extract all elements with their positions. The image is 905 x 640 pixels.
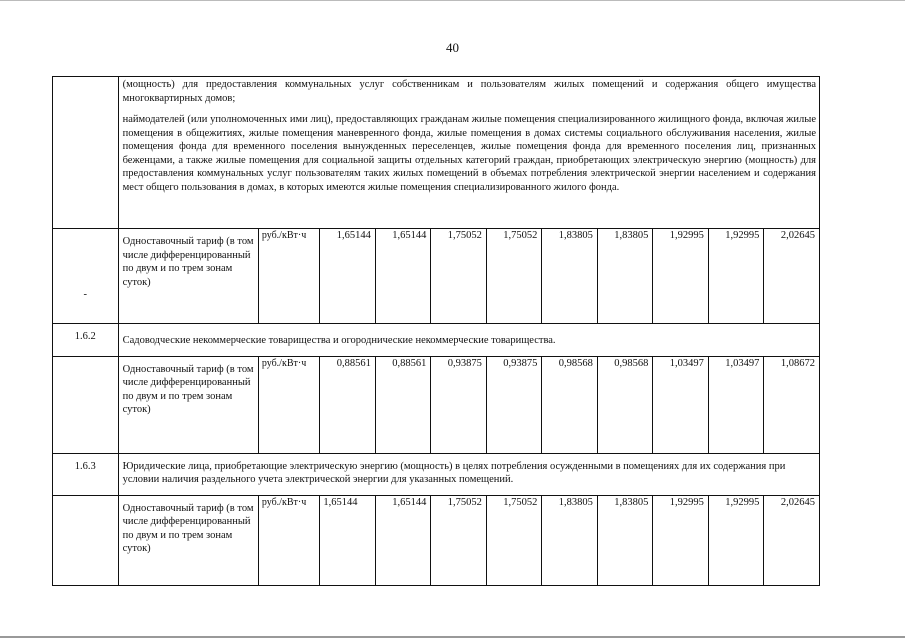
unit-cell: руб./кВт·ч	[258, 356, 320, 453]
scan-edge-bottom	[0, 636, 905, 638]
value-cell: 1,03497	[653, 356, 709, 453]
scan-edge-top	[0, 0, 905, 1]
section-number: 1.6.2	[53, 324, 119, 357]
value-cell: 1,92995	[653, 229, 709, 324]
value-cell: 1,08672	[764, 356, 820, 453]
section-title: Юридические лица, приобретающие электрическую энергию (мощность) в целях потребления осужденными в помещениях для их содержания при условии наличия раздельного учета электрической энергии для указанных помещений.	[118, 453, 819, 495]
value-cell: 2,02645	[764, 495, 820, 585]
page-number: 40	[446, 40, 459, 55]
value-cell: 1,83805	[597, 495, 653, 585]
section-row-1-6-2	[53, 324, 820, 357]
row-number: -	[53, 229, 119, 324]
value-cell: 0,88561	[320, 356, 376, 453]
tariff-table	[52, 76, 820, 586]
unit-cell: руб./кВт·ч	[258, 495, 320, 585]
value-cell: 0,98568	[542, 356, 598, 453]
value-cell: 1,75052	[486, 495, 542, 585]
value-cell: 1,75052	[486, 229, 542, 324]
value-cell: 1,65144	[320, 229, 376, 324]
value-cell: 2,02645	[764, 229, 820, 324]
value-cell: 1,92995	[653, 495, 709, 585]
value-cell: 1,65144	[375, 495, 431, 585]
section-row-1-6-3	[53, 453, 820, 495]
value-cell: 1,83805	[542, 229, 598, 324]
tariff-row-2	[53, 356, 820, 453]
row-number-empty	[53, 356, 119, 453]
intro-text-cell	[118, 77, 819, 229]
intro-number-cell	[53, 77, 119, 229]
value-cell: 0,93875	[486, 356, 542, 453]
tariff-row-1	[53, 229, 820, 324]
intro-paragraph-1: (мощность) для предоставления коммунальных услуг собственникам и пользователям жилых помещений и содержания общего имущества многоквартирных домов;	[122, 79, 816, 104]
value-cell: 1,92995	[708, 229, 764, 324]
value-cell: 1,03497	[708, 356, 764, 453]
intro-row	[53, 77, 820, 229]
unit-cell: руб./кВт·ч	[258, 229, 320, 324]
value-cell: 0,88561	[375, 356, 431, 453]
value-cell: 1,75052	[431, 229, 487, 324]
value-cell: 1,65144	[375, 229, 431, 324]
value-cell: 0,93875	[431, 356, 487, 453]
value-cell: 1,92995	[708, 495, 764, 585]
section-number: 1.6.3	[53, 453, 119, 495]
value-cell: 1,83805	[597, 229, 653, 324]
tariff-row-3	[53, 495, 820, 585]
tariff-label: Одноставочный тариф (в том числе дифференцированный по двум и по трем зонам суток)	[118, 495, 258, 585]
value-cell: 0,98568	[597, 356, 653, 453]
section-title: Садоводческие некоммерческие товарищества и огороднические некоммерческие товарищества.	[118, 324, 819, 357]
value-cell: 1,83805	[542, 495, 598, 585]
tariff-label: Одноставочный тариф (в том числе дифференцированный по двум и по трем зонам суток)	[118, 356, 258, 453]
intro-paragraph-2: наймодателей (или уполномоченных ими лиц), предоставляющих гражданам жилые помещения специализированного жилищного фонда, включая жилые помещения в общежитиях, жилые помещения маневренного фонда, жилые помещения в домах системы социального обслуживания населения, жилые помещения фонда для временного поселения вынужденных переселенцев, жилые помещения фонда для временного поселения лиц, признанных беженцами, а также жилые помещения для социальной защиты отдельных категорий граждан, приобретающих электрическую энергию (мощность) для предоставления коммунальных услуг пользователям таких жилых помещений в объемах потребления электрической энергии населением и содержания мест общего пользования в домах, в которых имеются жилые помещения специализированного жилого фонда.	[122, 114, 816, 193]
value-cell: 1,65144	[320, 495, 376, 585]
row-number-empty	[53, 495, 119, 585]
value-cell: 1,75052	[431, 495, 487, 585]
tariff-label: Одноставочный тариф (в том числе дифференцированный по двум и по трем зонам суток)	[118, 229, 258, 324]
